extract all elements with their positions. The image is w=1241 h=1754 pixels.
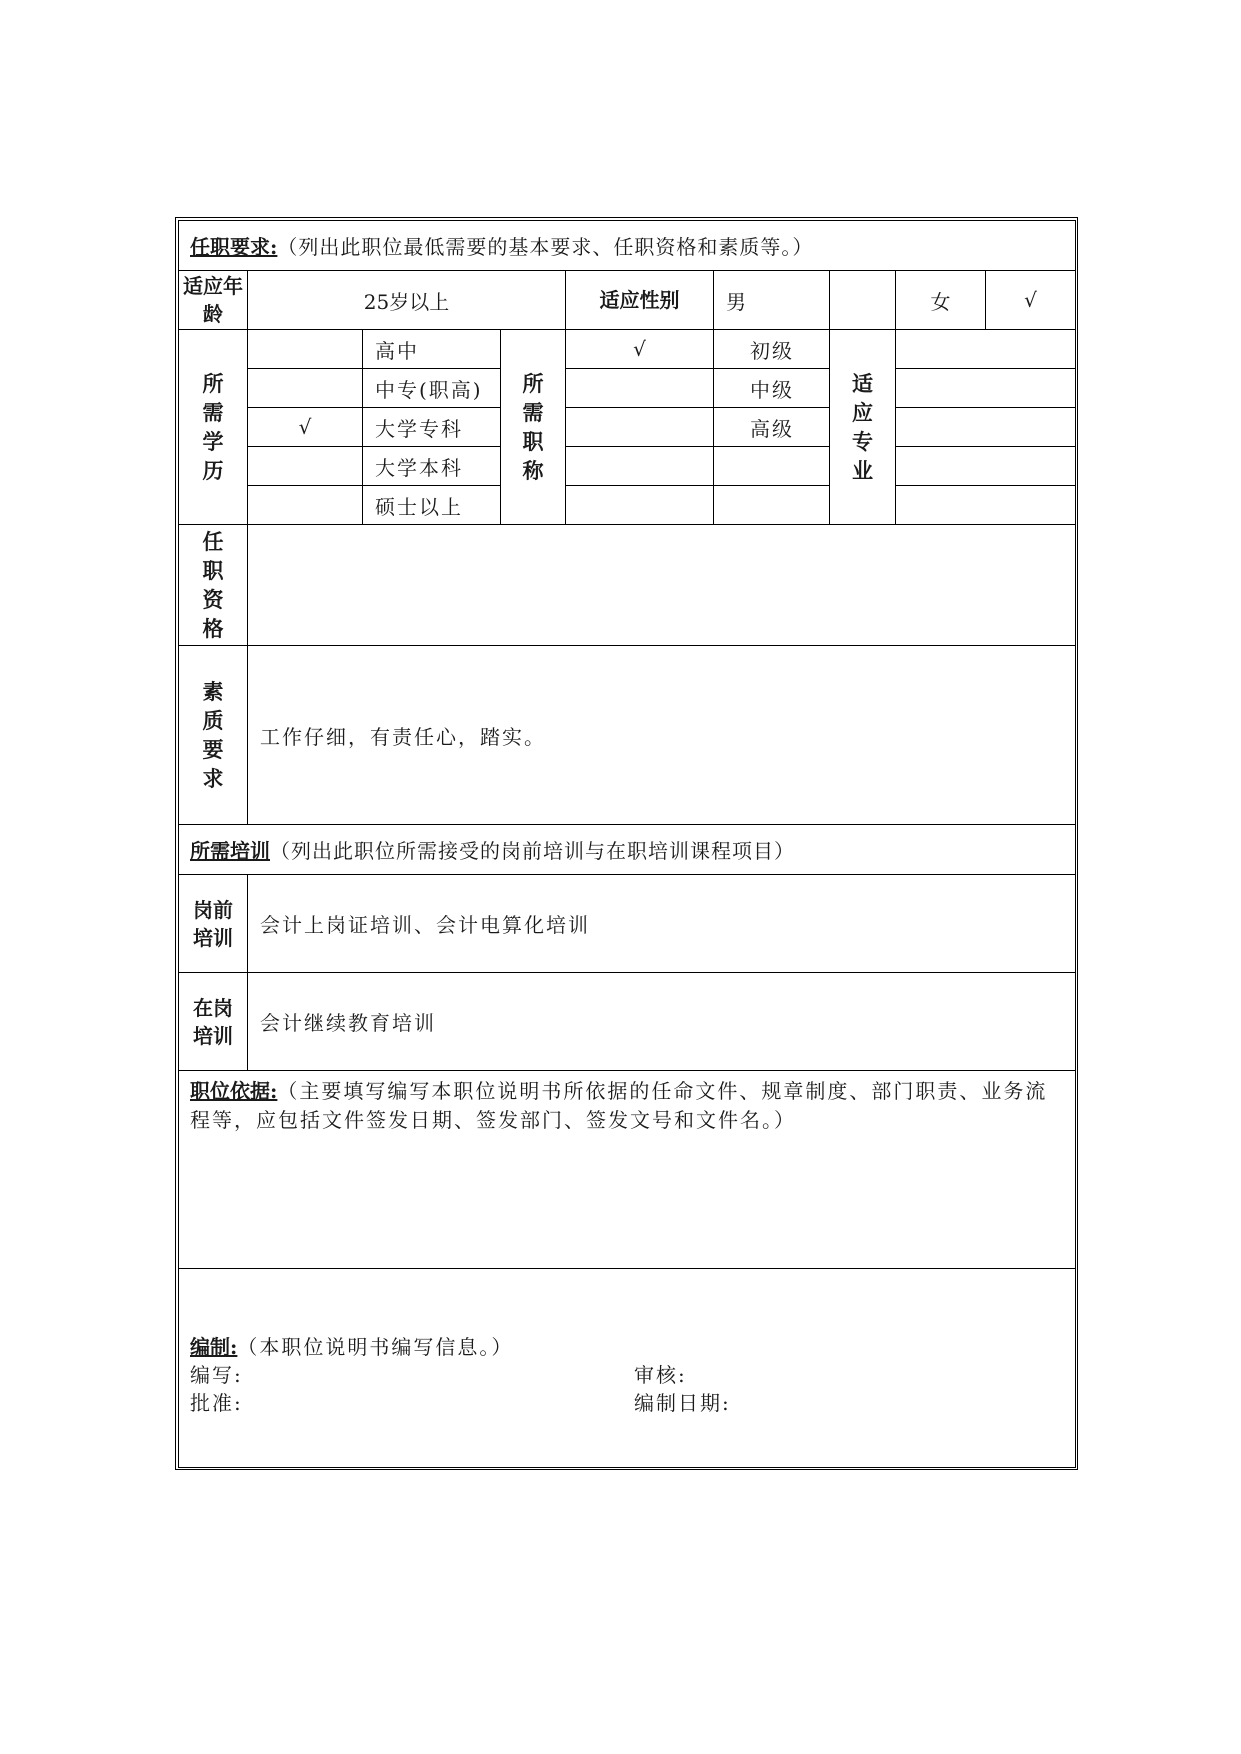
major-value[interactable] bbox=[896, 369, 1076, 408]
title-option: 高级 bbox=[714, 408, 830, 447]
requirements-title: 任职要求: bbox=[190, 235, 278, 259]
training-note: （列出此职位所需接受的岗前培训与在职培训课程项目） bbox=[270, 839, 795, 863]
major-value[interactable] bbox=[896, 408, 1076, 447]
quality-value[interactable]: 工作仔细，有责任心，踏实。 bbox=[248, 646, 1076, 825]
age-value[interactable]: 25岁以上 bbox=[248, 271, 566, 330]
basis-note: （主要填写编写本职位说明书所依据的任命文件、规章制度、部门职责、业务流程等，应包括文件签发日期、签发部门、签发文号和文件名。） bbox=[190, 1079, 1048, 1132]
male-label: 男 bbox=[714, 271, 830, 330]
education-option: 大学本科 bbox=[363, 447, 501, 486]
education-checkbox[interactable] bbox=[248, 330, 363, 369]
title-option: 初级 bbox=[714, 330, 830, 369]
major-label-cell bbox=[830, 330, 896, 525]
education-checkbox[interactable] bbox=[248, 447, 363, 486]
education-checkbox[interactable] bbox=[248, 486, 363, 525]
qualification-label: 任职资格 bbox=[202, 529, 224, 641]
compile-note: （本职位说明书编写信息。） bbox=[237, 1335, 514, 1359]
qualification-value[interactable] bbox=[248, 525, 1076, 646]
job-description-form bbox=[178, 220, 1075, 1467]
qualification-label-cell bbox=[179, 525, 248, 646]
compile-date-label[interactable]: 编制日期: bbox=[634, 1391, 731, 1415]
writer-label[interactable]: 编写: bbox=[190, 1363, 243, 1387]
female-checkbox[interactable]: √ bbox=[986, 271, 1076, 330]
training-title: 所需培训 bbox=[190, 839, 270, 863]
education-checkbox[interactable]: √ bbox=[248, 408, 363, 447]
title-checkbox[interactable]: √ bbox=[566, 330, 714, 369]
title-label: 所需职称 bbox=[522, 371, 544, 483]
approver-label[interactable]: 批准: bbox=[190, 1391, 243, 1415]
title-label-cell bbox=[501, 330, 566, 525]
on-job-training-value[interactable]: 会计继续教育培训 bbox=[248, 973, 1076, 1071]
on-job-training-label: 在岗培训 bbox=[179, 973, 248, 1071]
major-label: 适应专业 bbox=[852, 371, 873, 483]
requirements-table bbox=[178, 220, 1076, 1468]
reviewer-label[interactable]: 审核: bbox=[634, 1363, 687, 1387]
training-header bbox=[179, 825, 1076, 875]
education-checkbox[interactable] bbox=[248, 369, 363, 408]
major-value[interactable] bbox=[896, 486, 1076, 525]
age-label: 适应年龄 bbox=[179, 271, 248, 330]
pre-training-label: 岗前培训 bbox=[179, 875, 248, 973]
compile-header bbox=[190, 1331, 513, 1360]
female-label: 女 bbox=[896, 271, 986, 330]
title-option bbox=[714, 486, 830, 525]
title-checkbox[interactable] bbox=[566, 408, 714, 447]
basis-section bbox=[179, 1071, 1076, 1269]
title-checkbox[interactable] bbox=[566, 447, 714, 486]
requirements-note: （列出此职位最低需要的基本要求、任职资格和素质等。） bbox=[277, 235, 814, 259]
education-label: 所需学历 bbox=[202, 371, 224, 483]
male-checkbox[interactable] bbox=[830, 271, 896, 330]
major-value[interactable] bbox=[896, 447, 1076, 486]
quality-label-cell bbox=[179, 646, 248, 825]
major-value[interactable] bbox=[896, 330, 1076, 369]
title-option bbox=[714, 447, 830, 486]
title-checkbox[interactable] bbox=[566, 369, 714, 408]
basis-title: 职位依据: bbox=[190, 1079, 278, 1103]
compile-section bbox=[179, 1269, 1076, 1468]
quality-label: 素质要求 bbox=[202, 679, 224, 791]
compile-title: 编制: bbox=[190, 1335, 238, 1359]
education-option: 高中 bbox=[363, 330, 501, 369]
education-option: 硕士以上 bbox=[363, 486, 501, 525]
title-checkbox[interactable] bbox=[566, 486, 714, 525]
education-option: 中专(职高) bbox=[363, 369, 501, 408]
pre-training-value[interactable]: 会计上岗证培训、会计电算化培训 bbox=[248, 875, 1076, 973]
gender-label: 适应性别 bbox=[566, 271, 714, 330]
requirements-header bbox=[179, 221, 1076, 271]
title-option: 中级 bbox=[714, 369, 830, 408]
education-label-cell bbox=[179, 330, 248, 525]
education-option: 大学专科 bbox=[363, 408, 501, 447]
